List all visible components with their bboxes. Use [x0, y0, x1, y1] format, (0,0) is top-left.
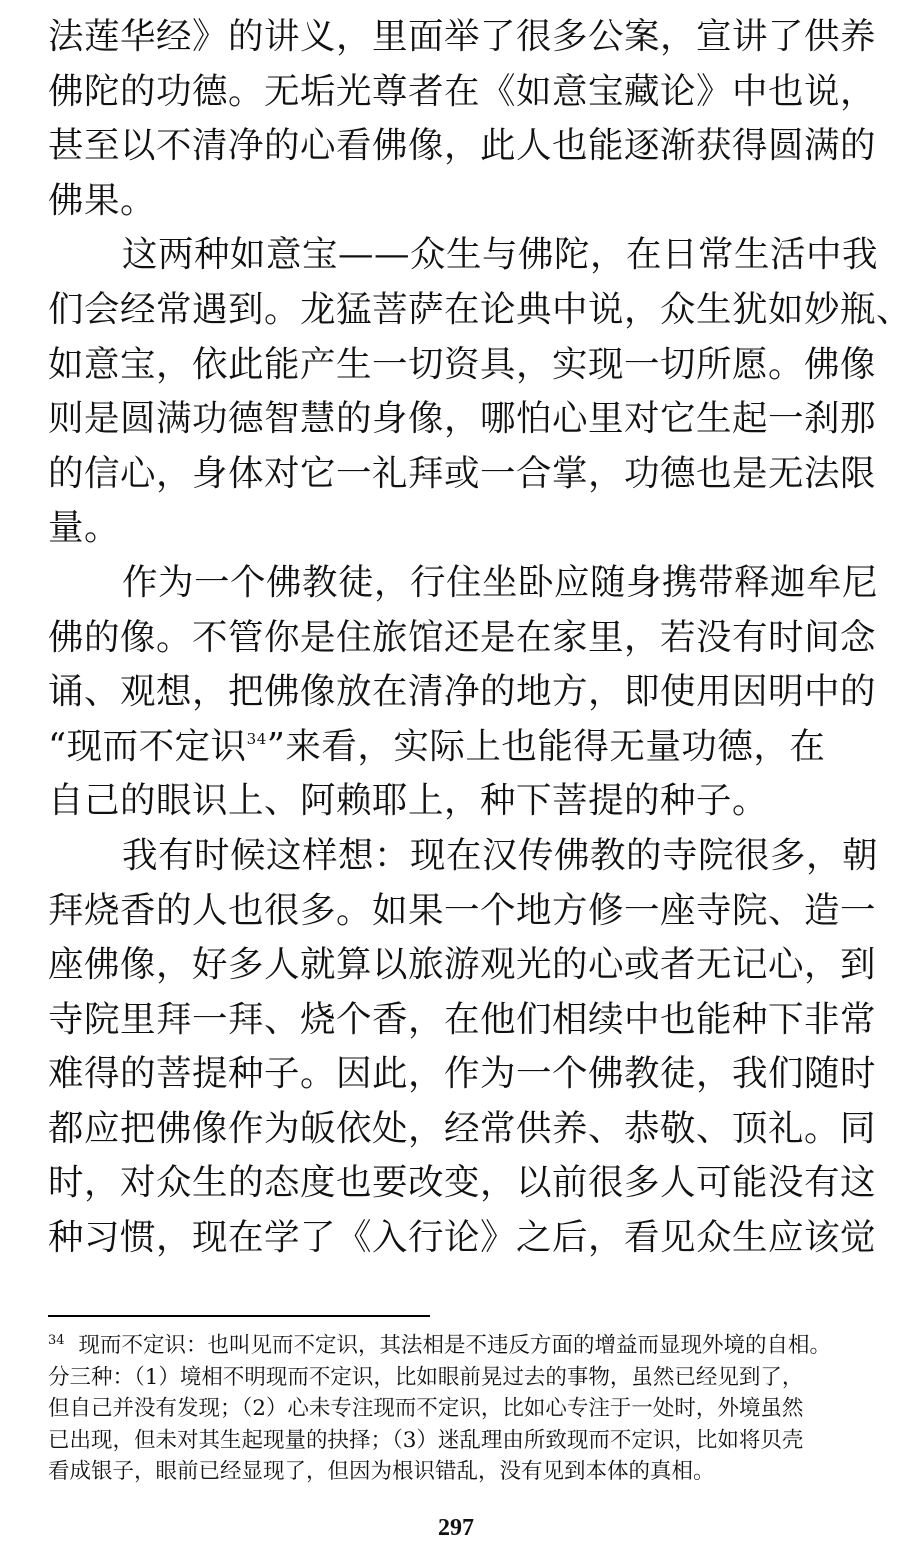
text-line: 的信心，身体对它一礼拜或一合掌，功德也是无法限 — [48, 452, 877, 494]
footnote-line: 但自己并没有发现；（2）心未专注现而不定识，比如心专注于一处时，外境虽然 — [48, 1396, 804, 1421]
text-line: 都应把佛像作为皈依处，经常供养、恭敬、顶礼。同 — [48, 1107, 877, 1149]
footnote-divider — [48, 1315, 430, 1317]
text-line: 们会经常遇到。龙猛菩萨在论典中说，众生犹如妙瓶、 — [48, 288, 912, 330]
text-line: 这两种如意宝——众生与佛陀，在日常生活中我 — [122, 234, 879, 276]
text-line: 难得的菩提种子。因此，作为一个佛教徒，我们随时 — [48, 1053, 877, 1095]
text-line: 则是圆满功德智慧的身像，哪怕心里对它生起一刹那 — [48, 398, 877, 440]
footnote-line: 分三种：（1）境相不明现而不定识，比如眼前晃过去的事物，虽然已经见到了， — [48, 1364, 804, 1390]
text-line: 寺院里拜一拜、烧个香，在他们相续中也能种下非常 — [48, 998, 877, 1040]
text-segment: ”来看，实际上也能得无量功德，在 — [266, 725, 826, 767]
text-line: 自己的眼识上、阿赖耶上，种下菩提的种子。 — [48, 780, 769, 822]
footnote-line: 已出现，但未对其生起现量的抉择；（3）迷乱理由所致现而不定识，比如将贝壳 — [48, 1427, 804, 1453]
footnote-text: 现而不定识：也叫见而不定识，其法相是不违反方面的增益而显现外境的自相。 — [78, 1333, 832, 1358]
text-line: 座佛像，好多人就算以旅游观光的心或者无记心，到 — [48, 944, 877, 986]
text-line: 作为一个佛教徒，行住坐卧应随身携带释迦牟尼 — [122, 561, 879, 603]
text-line: 佛的像。不管你是住旅馆还是在家里，若没有时间念 — [48, 616, 877, 658]
text-line: 时，对众生的态度也要改变，以前很多人可能没有这 — [48, 1162, 877, 1204]
text-line: 诵、观想，把佛像放在清净的地方，即使用因明中的 — [48, 671, 877, 713]
footnote-line: 看成银子，眼前已经显现了，但因为根识错乱，没有见到本体的真相。 — [48, 1459, 715, 1484]
footnote-line — [48, 1330, 893, 1362]
text-line: 量。 — [48, 507, 121, 549]
footnote-reference[interactable]: 34 — [246, 729, 267, 748]
text-line: 甚至以不清净的心看佛像，此人也能逐渐获得圆满的 — [48, 125, 877, 167]
footnote-number: 34 — [48, 1333, 65, 1348]
text-line: 如意宝，依此能产生一切资具，实现一切所愿。佛像 — [48, 343, 877, 385]
footnote — [48, 1330, 893, 1488]
page-number: 297 — [438, 1515, 474, 1541]
text-line-with-footnote-ref — [48, 720, 888, 775]
text-line: 种习惯，现在学了《入行论》之后，看见众生应该觉 — [48, 1217, 877, 1259]
text-line: 佛陀的功德。无垢光尊者在《如意宝藏论》中也说， — [48, 70, 877, 112]
text-line: 法莲华经》的讲义，里面举了很多公案，宣讲了供养 — [48, 16, 877, 57]
body-text — [48, 10, 912, 1266]
text-segment: “现而不定识 — [48, 725, 247, 767]
text-line: 我有时候这样想：现在汉传佛教的寺院很多，朝 — [122, 834, 879, 876]
text-line: 佛果。 — [48, 179, 157, 221]
text-line: 拜烧香的人也很多。如果一个地方修一座寺院、造一 — [48, 889, 877, 931]
